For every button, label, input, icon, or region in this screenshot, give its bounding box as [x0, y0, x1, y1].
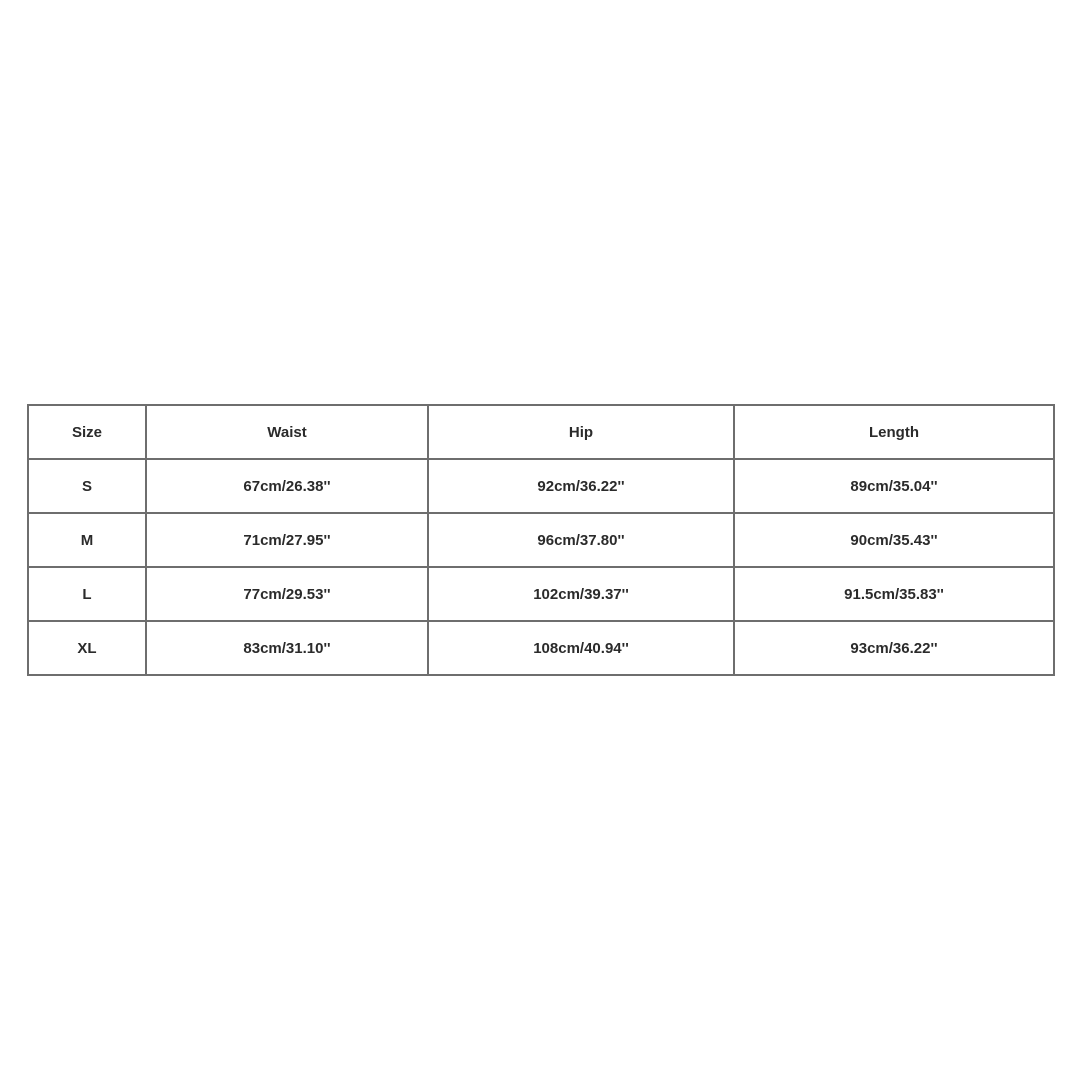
cell-waist: 77cm/29.53'' [146, 567, 428, 621]
cell-length: 93cm/36.22'' [734, 621, 1054, 675]
cell-hip: 102cm/39.37'' [428, 567, 734, 621]
cell-waist: 71cm/27.95'' [146, 513, 428, 567]
header-length: Length [734, 405, 1054, 459]
cell-size: S [28, 459, 146, 513]
cell-length: 89cm/35.04'' [734, 459, 1054, 513]
cell-size: XL [28, 621, 146, 675]
cell-length: 90cm/35.43'' [734, 513, 1054, 567]
table-header-row [28, 405, 1054, 459]
cell-waist: 67cm/26.38'' [146, 459, 428, 513]
header-hip: Hip [428, 405, 734, 459]
cell-size: M [28, 513, 146, 567]
size-chart-table [27, 404, 1055, 676]
cell-hip: 96cm/37.80'' [428, 513, 734, 567]
header-waist: Waist [146, 405, 428, 459]
table-row [28, 621, 1054, 675]
header-size: Size [28, 405, 146, 459]
table-row [28, 459, 1054, 513]
table-row [28, 567, 1054, 621]
table-row [28, 513, 1054, 567]
cell-hip: 108cm/40.94'' [428, 621, 734, 675]
cell-size: L [28, 567, 146, 621]
cell-length: 91.5cm/35.83'' [734, 567, 1054, 621]
cell-waist: 83cm/31.10'' [146, 621, 428, 675]
cell-hip: 92cm/36.22'' [428, 459, 734, 513]
